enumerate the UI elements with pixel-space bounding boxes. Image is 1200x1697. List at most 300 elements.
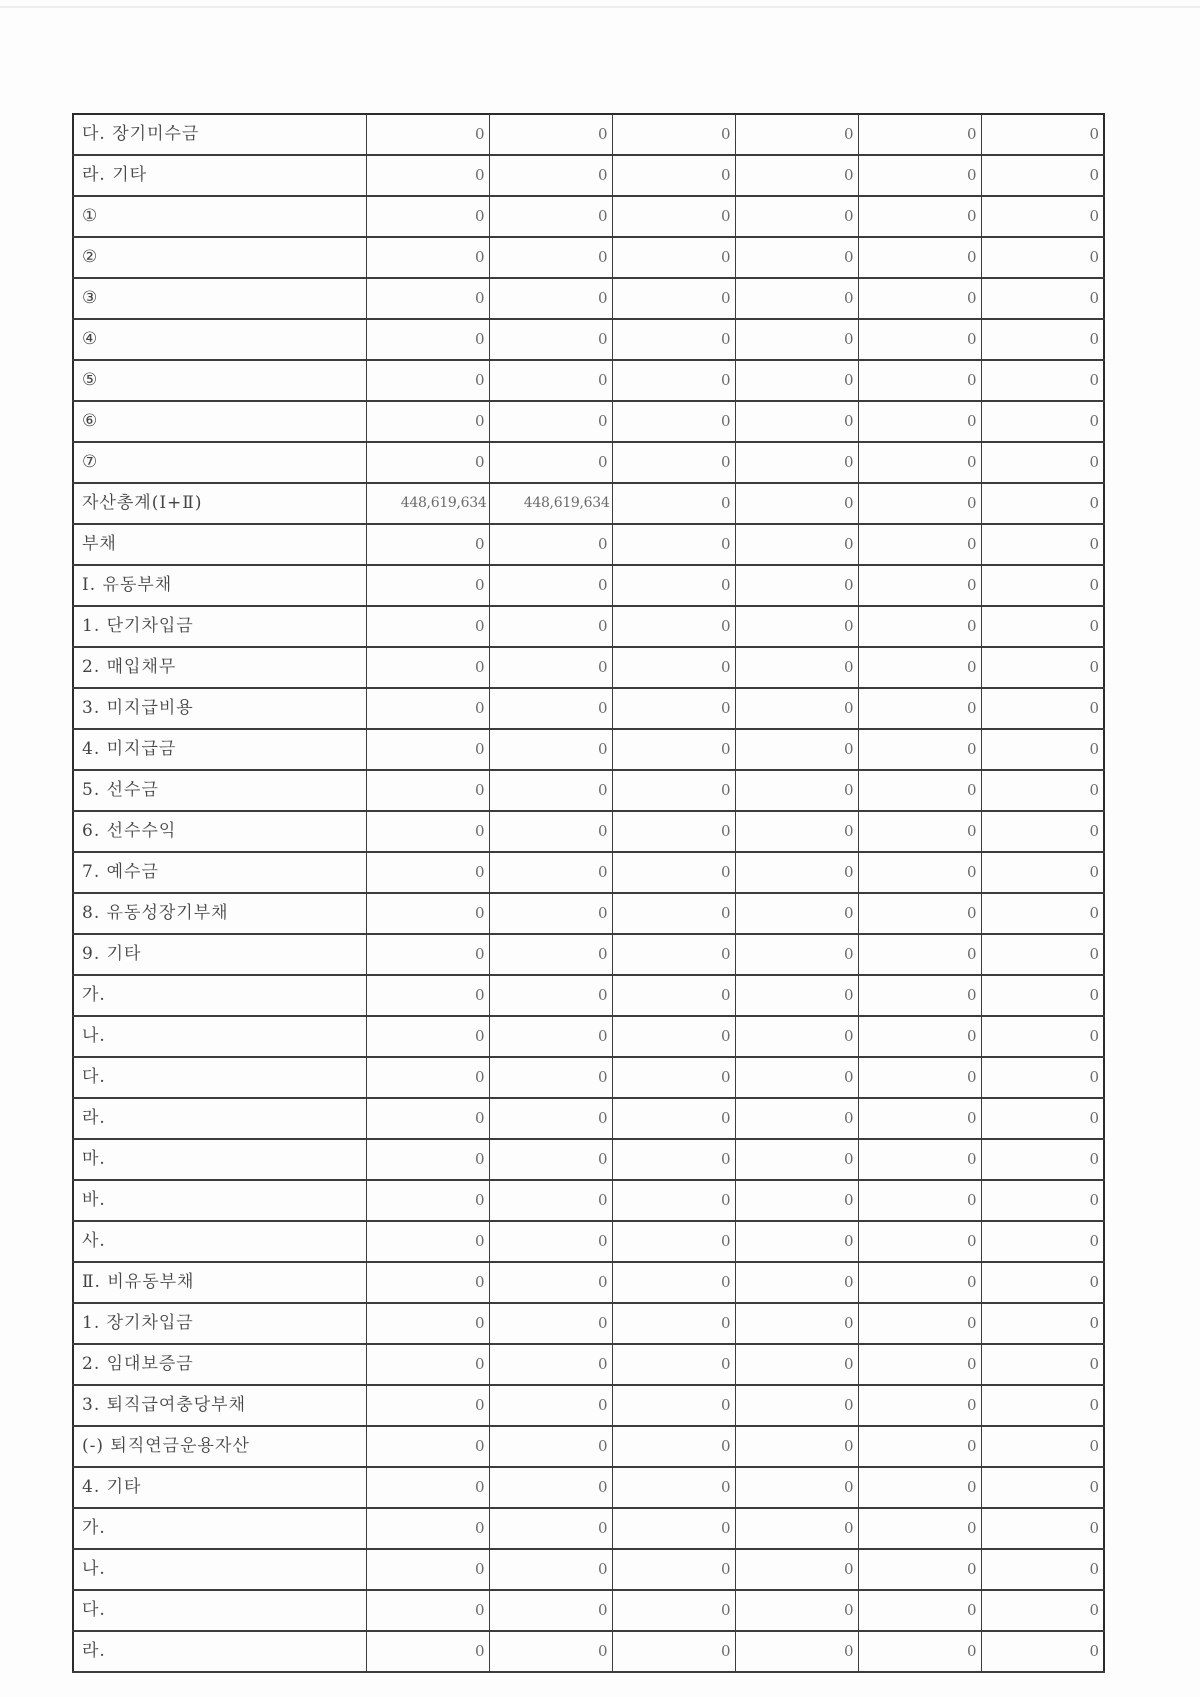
amount-cell: 0	[612, 278, 735, 319]
amount-cell: 0	[489, 934, 612, 975]
amount-cell: 0	[735, 237, 858, 278]
amount-cell: 0	[489, 565, 612, 606]
amount-cell: 0	[858, 1631, 981, 1672]
amount-cell: 0	[981, 196, 1104, 237]
amount-cell: 0	[981, 975, 1104, 1016]
amount-cell: 0	[366, 1590, 489, 1631]
amount-cell: 0	[366, 524, 489, 565]
amount-cell: 0	[366, 852, 489, 893]
amount-cell: 0	[735, 1590, 858, 1631]
amount-cell: 0	[858, 483, 981, 524]
amount-cell: 0	[858, 893, 981, 934]
balance-sheet-table	[72, 113, 1105, 1673]
row-label: 다.	[73, 1590, 366, 1631]
amount-cell: 0	[858, 811, 981, 852]
amount-cell: 0	[858, 1180, 981, 1221]
amount-cell: 0	[858, 1098, 981, 1139]
table-row	[73, 1590, 1104, 1631]
amount-cell: 0	[858, 360, 981, 401]
row-label: 라.	[73, 1631, 366, 1672]
amount-cell: 0	[735, 442, 858, 483]
table-row	[73, 606, 1104, 647]
amount-cell: 0	[366, 442, 489, 483]
table-row	[73, 483, 1104, 524]
amount-cell: 0	[612, 606, 735, 647]
row-label: Ⅱ. 비유동부채	[73, 1262, 366, 1303]
table-row	[73, 647, 1104, 688]
amount-cell: 0	[858, 237, 981, 278]
amount-cell: 0	[612, 114, 735, 155]
amount-cell: 0	[612, 1057, 735, 1098]
amount-cell: 0	[735, 934, 858, 975]
amount-cell: 0	[366, 647, 489, 688]
table-row	[73, 237, 1104, 278]
amount-cell: 0	[735, 1139, 858, 1180]
amount-cell: 0	[858, 606, 981, 647]
amount-cell: 0	[735, 1631, 858, 1672]
amount-cell: 0	[735, 401, 858, 442]
table-row	[73, 1426, 1104, 1467]
row-label: ⑦	[73, 442, 366, 483]
amount-cell: 0	[366, 975, 489, 1016]
amount-cell: 0	[981, 770, 1104, 811]
amount-cell: 0	[489, 1385, 612, 1426]
table-row	[73, 975, 1104, 1016]
amount-cell: 0	[981, 852, 1104, 893]
amount-cell: 0	[612, 1549, 735, 1590]
amount-cell: 0	[366, 155, 489, 196]
amount-cell: 0	[858, 401, 981, 442]
row-label: 다. 장기미수금	[73, 114, 366, 155]
row-label: 바.	[73, 1180, 366, 1221]
amount-cell: 0	[366, 401, 489, 442]
table-row	[73, 1303, 1104, 1344]
amount-cell: 0	[489, 442, 612, 483]
amount-cell: 0	[366, 1508, 489, 1549]
amount-cell: 0	[858, 729, 981, 770]
amount-cell: 0	[489, 237, 612, 278]
amount-cell: 0	[366, 1549, 489, 1590]
amount-cell: 0	[489, 401, 612, 442]
amount-cell: 0	[489, 647, 612, 688]
amount-cell: 0	[612, 237, 735, 278]
amount-cell: 0	[612, 360, 735, 401]
amount-cell: 0	[489, 1139, 612, 1180]
amount-cell: 0	[612, 1508, 735, 1549]
amount-cell: 0	[981, 319, 1104, 360]
amount-cell: 0	[735, 1467, 858, 1508]
row-label: 3. 미지급비용	[73, 688, 366, 729]
row-label: 가.	[73, 1508, 366, 1549]
amount-cell: 0	[489, 1426, 612, 1467]
amount-cell: 0	[981, 401, 1104, 442]
row-label: 8. 유동성장기부채	[73, 893, 366, 934]
amount-cell: 0	[612, 1344, 735, 1385]
amount-cell: 0	[735, 1221, 858, 1262]
amount-cell: 0	[981, 688, 1104, 729]
amount-cell: 0	[735, 811, 858, 852]
amount-cell: 0	[489, 114, 612, 155]
row-label: 4. 기타	[73, 1467, 366, 1508]
amount-cell: 0	[981, 1303, 1104, 1344]
row-label: ⑥	[73, 401, 366, 442]
table-row	[73, 934, 1104, 975]
amount-cell: 0	[489, 360, 612, 401]
amount-cell: 0	[858, 442, 981, 483]
amount-cell: 0	[489, 319, 612, 360]
amount-cell: 0	[612, 319, 735, 360]
row-label: 2. 매입채무	[73, 647, 366, 688]
amount-cell: 0	[981, 1221, 1104, 1262]
amount-cell: 0	[366, 606, 489, 647]
row-label: Ⅰ. 유동부채	[73, 565, 366, 606]
amount-cell: 448,619,634	[366, 483, 489, 524]
amount-cell: 0	[366, 1180, 489, 1221]
amount-cell: 0	[735, 975, 858, 1016]
amount-cell: 0	[858, 1016, 981, 1057]
amount-cell: 0	[981, 155, 1104, 196]
row-label: 다.	[73, 1057, 366, 1098]
amount-cell: 0	[489, 1057, 612, 1098]
row-label: 나.	[73, 1016, 366, 1057]
amount-cell: 0	[612, 1303, 735, 1344]
amount-cell: 0	[735, 893, 858, 934]
amount-cell: 0	[981, 1057, 1104, 1098]
amount-cell: 0	[981, 114, 1104, 155]
table-row	[73, 442, 1104, 483]
table-row	[73, 770, 1104, 811]
amount-cell: 0	[981, 1590, 1104, 1631]
table-row	[73, 565, 1104, 606]
amount-cell: 0	[366, 1139, 489, 1180]
amount-cell: 0	[858, 975, 981, 1016]
amount-cell: 0	[366, 1303, 489, 1344]
table-row	[73, 852, 1104, 893]
amount-cell: 0	[612, 1098, 735, 1139]
amount-cell: 0	[858, 934, 981, 975]
amount-cell: 0	[489, 1508, 612, 1549]
amount-cell: 0	[735, 1426, 858, 1467]
amount-cell: 0	[612, 196, 735, 237]
amount-cell: 0	[489, 975, 612, 1016]
table-row	[73, 688, 1104, 729]
amount-cell: 0	[612, 729, 735, 770]
row-label: 6. 선수수익	[73, 811, 366, 852]
amount-cell: 0	[366, 319, 489, 360]
amount-cell: 0	[858, 852, 981, 893]
amount-cell: 0	[735, 1385, 858, 1426]
amount-cell: 0	[366, 729, 489, 770]
amount-cell: 0	[735, 196, 858, 237]
table-row	[73, 401, 1104, 442]
row-label: 나.	[73, 1549, 366, 1590]
table-row	[73, 1221, 1104, 1262]
amount-cell: 0	[735, 155, 858, 196]
amount-cell: 0	[366, 811, 489, 852]
row-label: 가.	[73, 975, 366, 1016]
table-row	[73, 1262, 1104, 1303]
amount-cell: 0	[735, 606, 858, 647]
amount-cell: 0	[981, 565, 1104, 606]
amount-cell: 0	[366, 934, 489, 975]
amount-cell: 0	[858, 1057, 981, 1098]
row-label: ①	[73, 196, 366, 237]
table-row	[73, 1549, 1104, 1590]
table-row	[73, 1344, 1104, 1385]
amount-cell: 0	[981, 729, 1104, 770]
amount-cell: 0	[858, 1549, 981, 1590]
amount-cell: 0	[612, 688, 735, 729]
row-label: ③	[73, 278, 366, 319]
amount-cell: 0	[366, 1467, 489, 1508]
amount-cell: 0	[612, 155, 735, 196]
amount-cell: 0	[489, 852, 612, 893]
amount-cell: 0	[981, 1631, 1104, 1672]
amount-cell: 0	[489, 1549, 612, 1590]
amount-cell: 0	[489, 196, 612, 237]
amount-cell: 0	[489, 1016, 612, 1057]
row-label: 부채	[73, 524, 366, 565]
amount-cell: 0	[735, 1549, 858, 1590]
amount-cell: 0	[858, 278, 981, 319]
table-row	[73, 1631, 1104, 1672]
amount-cell: 0	[612, 1385, 735, 1426]
amount-cell: 0	[981, 1098, 1104, 1139]
scan-edge	[0, 6, 1200, 8]
table-row	[73, 1139, 1104, 1180]
amount-cell: 0	[858, 688, 981, 729]
amount-cell: 0	[735, 1098, 858, 1139]
table-row	[73, 893, 1104, 934]
amount-cell: 0	[366, 114, 489, 155]
amount-cell: 0	[858, 647, 981, 688]
amount-cell: 0	[366, 1221, 489, 1262]
amount-cell: 0	[366, 893, 489, 934]
amount-cell: 0	[489, 1098, 612, 1139]
row-label: 사.	[73, 1221, 366, 1262]
amount-cell: 0	[612, 401, 735, 442]
amount-cell: 0	[735, 319, 858, 360]
amount-cell: 0	[858, 770, 981, 811]
amount-cell: 0	[489, 524, 612, 565]
amount-cell: 0	[366, 565, 489, 606]
row-label: 5. 선수금	[73, 770, 366, 811]
amount-cell: 0	[612, 1016, 735, 1057]
table-row	[73, 1057, 1104, 1098]
amount-cell: 0	[858, 1344, 981, 1385]
amount-cell: 0	[858, 155, 981, 196]
amount-cell: 0	[981, 483, 1104, 524]
amount-cell: 0	[981, 278, 1104, 319]
row-label: 4. 미지급금	[73, 729, 366, 770]
amount-cell: 0	[858, 319, 981, 360]
amount-cell: 0	[858, 1385, 981, 1426]
row-label: (-) 퇴직연금운용자산	[73, 1426, 366, 1467]
amount-cell: 0	[612, 1262, 735, 1303]
amount-cell: 0	[366, 278, 489, 319]
amount-cell: 0	[489, 1221, 612, 1262]
amount-cell: 0	[612, 647, 735, 688]
amount-cell: 0	[735, 565, 858, 606]
amount-cell: 0	[612, 483, 735, 524]
amount-cell: 0	[735, 770, 858, 811]
amount-cell: 0	[735, 1057, 858, 1098]
table-row	[73, 114, 1104, 155]
row-label: 9. 기타	[73, 934, 366, 975]
row-label: 라. 기타	[73, 155, 366, 196]
amount-cell: 0	[981, 442, 1104, 483]
amount-cell: 0	[735, 1180, 858, 1221]
amount-cell: 0	[735, 1344, 858, 1385]
amount-cell: 0	[612, 852, 735, 893]
amount-cell: 0	[489, 1262, 612, 1303]
table-row	[73, 1508, 1104, 1549]
amount-cell: 0	[981, 1467, 1104, 1508]
table-row	[73, 1098, 1104, 1139]
amount-cell: 0	[981, 934, 1104, 975]
amount-cell: 0	[858, 1262, 981, 1303]
amount-cell: 0	[489, 1467, 612, 1508]
amount-cell: 0	[981, 1180, 1104, 1221]
amount-cell: 0	[981, 1262, 1104, 1303]
row-label: 라.	[73, 1098, 366, 1139]
amount-cell: 0	[735, 1508, 858, 1549]
amount-cell: 0	[981, 1344, 1104, 1385]
amount-cell: 0	[612, 811, 735, 852]
amount-cell: 0	[735, 1262, 858, 1303]
amount-cell: 0	[366, 770, 489, 811]
amount-cell: 0	[735, 647, 858, 688]
amount-cell: 0	[612, 524, 735, 565]
amount-cell: 0	[981, 647, 1104, 688]
amount-cell: 0	[981, 1426, 1104, 1467]
amount-cell: 0	[612, 1590, 735, 1631]
amount-cell: 0	[489, 729, 612, 770]
amount-cell: 0	[489, 1180, 612, 1221]
amount-cell: 0	[858, 565, 981, 606]
amount-cell: 0	[858, 1590, 981, 1631]
amount-cell: 0	[735, 688, 858, 729]
amount-cell: 0	[612, 442, 735, 483]
amount-cell: 0	[612, 1426, 735, 1467]
amount-cell: 0	[981, 360, 1104, 401]
amount-cell: 0	[366, 1016, 489, 1057]
amount-cell: 448,619,634	[489, 483, 612, 524]
amount-cell: 0	[735, 114, 858, 155]
amount-cell: 0	[489, 1344, 612, 1385]
amount-cell: 0	[981, 811, 1104, 852]
table-row	[73, 319, 1104, 360]
amount-cell: 0	[366, 1426, 489, 1467]
table-row	[73, 360, 1104, 401]
row-label: 3. 퇴직급여충당부채	[73, 1385, 366, 1426]
amount-cell: 0	[981, 237, 1104, 278]
amount-cell: 0	[981, 1508, 1104, 1549]
amount-cell: 0	[489, 688, 612, 729]
row-label: 2. 임대보증금	[73, 1344, 366, 1385]
amount-cell: 0	[489, 606, 612, 647]
balance-sheet-body	[73, 114, 1104, 1672]
table-row	[73, 1385, 1104, 1426]
table-row	[73, 278, 1104, 319]
amount-cell: 0	[366, 1098, 489, 1139]
amount-cell: 0	[612, 1631, 735, 1672]
amount-cell: 0	[858, 1303, 981, 1344]
amount-cell: 0	[735, 1016, 858, 1057]
row-label: 마.	[73, 1139, 366, 1180]
row-label: 1. 단기차입금	[73, 606, 366, 647]
table-row	[73, 155, 1104, 196]
amount-cell: 0	[489, 1631, 612, 1672]
amount-cell: 0	[981, 1016, 1104, 1057]
amount-cell: 0	[612, 1467, 735, 1508]
amount-cell: 0	[858, 1139, 981, 1180]
amount-cell: 0	[858, 196, 981, 237]
amount-cell: 0	[735, 278, 858, 319]
amount-cell: 0	[858, 1467, 981, 1508]
amount-cell: 0	[735, 360, 858, 401]
amount-cell: 0	[858, 1221, 981, 1262]
row-label: ④	[73, 319, 366, 360]
amount-cell: 0	[366, 1262, 489, 1303]
amount-cell: 0	[981, 606, 1104, 647]
amount-cell: 0	[612, 770, 735, 811]
table-row	[73, 196, 1104, 237]
row-label: 7. 예수금	[73, 852, 366, 893]
table-row	[73, 524, 1104, 565]
amount-cell: 0	[366, 1057, 489, 1098]
amount-cell: 0	[981, 1385, 1104, 1426]
amount-cell: 0	[489, 1303, 612, 1344]
amount-cell: 0	[981, 524, 1104, 565]
amount-cell: 0	[612, 565, 735, 606]
table-row	[73, 1016, 1104, 1057]
amount-cell: 0	[735, 524, 858, 565]
amount-cell: 0	[366, 360, 489, 401]
amount-cell: 0	[981, 1139, 1104, 1180]
amount-cell: 0	[612, 934, 735, 975]
amount-cell: 0	[366, 1631, 489, 1672]
amount-cell: 0	[612, 975, 735, 1016]
table-row	[73, 729, 1104, 770]
amount-cell: 0	[858, 114, 981, 155]
table-row	[73, 1467, 1104, 1508]
amount-cell: 0	[489, 155, 612, 196]
row-label: ②	[73, 237, 366, 278]
amount-cell: 0	[858, 524, 981, 565]
amount-cell: 0	[366, 237, 489, 278]
amount-cell: 0	[612, 893, 735, 934]
amount-cell: 0	[612, 1221, 735, 1262]
amount-cell: 0	[858, 1508, 981, 1549]
amount-cell: 0	[366, 688, 489, 729]
row-label: ⑤	[73, 360, 366, 401]
amount-cell: 0	[735, 852, 858, 893]
amount-cell: 0	[489, 278, 612, 319]
amount-cell: 0	[366, 1385, 489, 1426]
amount-cell: 0	[981, 1549, 1104, 1590]
amount-cell: 0	[735, 729, 858, 770]
amount-cell: 0	[981, 893, 1104, 934]
amount-cell: 0	[612, 1139, 735, 1180]
amount-cell: 0	[735, 1303, 858, 1344]
amount-cell: 0	[366, 1344, 489, 1385]
amount-cell: 0	[858, 1426, 981, 1467]
amount-cell: 0	[735, 483, 858, 524]
table-row	[73, 1180, 1104, 1221]
amount-cell: 0	[489, 811, 612, 852]
amount-cell: 0	[489, 893, 612, 934]
